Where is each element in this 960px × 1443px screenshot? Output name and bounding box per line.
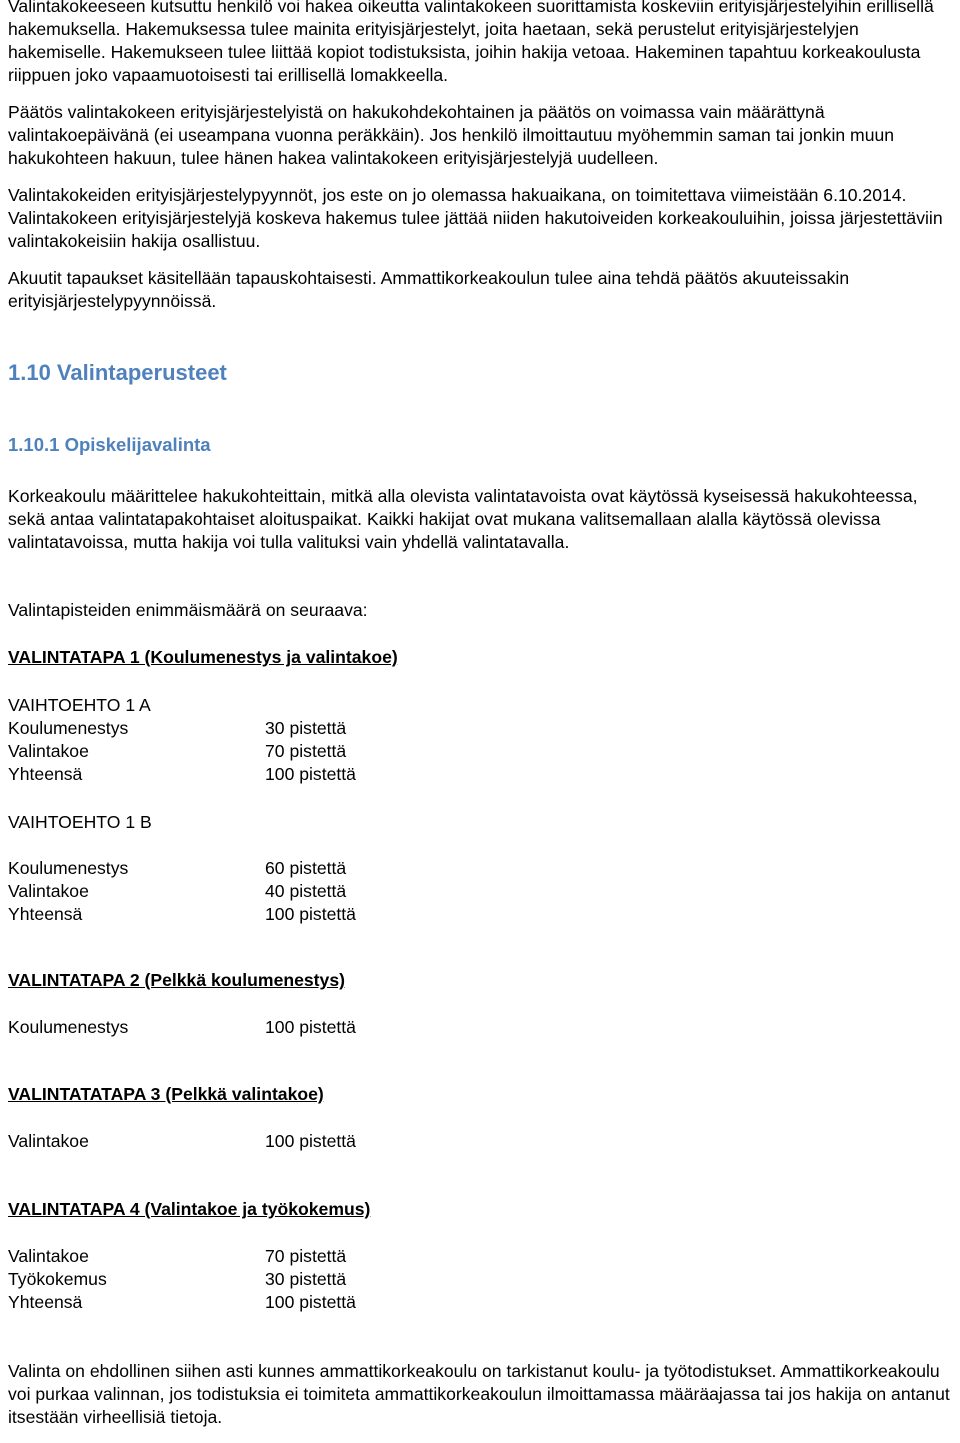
- points-value: 100 pistettä: [265, 1017, 356, 1037]
- points-label: Yhteensä: [8, 764, 83, 784]
- max-points-line: Valintapisteiden enimmäismäärä on seuraava:: [8, 600, 368, 620]
- points-row: [8, 763, 952, 786]
- option-1b-points: [8, 857, 952, 926]
- points-label: Työkokemus: [8, 1269, 107, 1289]
- points-row: [8, 1130, 952, 1153]
- points-label: Yhteensä: [8, 904, 83, 924]
- points-label: Valintakoe: [8, 881, 89, 901]
- points-row: [8, 1016, 952, 1039]
- method-3-title: VALINTATATAPA 3 (Pelkkä valintakoe): [8, 1084, 324, 1104]
- points-value: 100 pistettä: [265, 1131, 356, 1151]
- points-value: 30 pistettä: [265, 1269, 347, 1289]
- points-row: [8, 1268, 952, 1291]
- points-value: 40 pistettä: [265, 881, 347, 901]
- points-row: [8, 740, 952, 763]
- method-3-points: [8, 1130, 952, 1153]
- points-label: Koulumenestys: [8, 718, 129, 738]
- method-4-points: [8, 1245, 952, 1314]
- points-row: [8, 717, 952, 740]
- points-value: 100 pistettä: [265, 904, 356, 924]
- section-heading: 1.10 Valintaperusteet: [8, 360, 227, 385]
- points-label: Valintakoe: [8, 1131, 89, 1151]
- method-2-title: VALINTATAPA 2 (Pelkkä koulumenestys): [8, 970, 345, 990]
- acute-cases-paragraph: Akuutit tapaukset käsitellään tapauskohtaisesti. Ammattikorkeakoulun tulee aina tehdä päätös akuuteissakin erityisjärjestelypyynnöissä.: [8, 268, 850, 311]
- points-label: Valintakoe: [8, 741, 89, 761]
- points-row: [8, 880, 952, 903]
- points-label: Valintakoe: [8, 1246, 89, 1266]
- subsection-heading: 1.10.1 Opiskelijavalinta: [8, 434, 211, 455]
- method-2-points: [8, 1016, 952, 1039]
- points-value: 70 pistettä: [265, 1246, 347, 1266]
- document-page: [8, 0, 952, 1429]
- points-value: 70 pistettä: [265, 741, 347, 761]
- points-label: Koulumenestys: [8, 1017, 129, 1037]
- option-1b-title: VAIHTOEHTO 1 B: [8, 812, 152, 832]
- option-1a-title: VAIHTOEHTO 1 A: [8, 695, 151, 715]
- points-value: 100 pistettä: [265, 1292, 356, 1312]
- method-4-title: VALINTATAPA 4 (Valintakoe ja työkokemus): [8, 1199, 371, 1219]
- points-row: [8, 1291, 952, 1314]
- points-label: Yhteensä: [8, 1292, 83, 1312]
- points-label: Koulumenestys: [8, 858, 129, 878]
- decision-paragraph: Päätös valintakokeen erityisjärjestelyistä on hakukohdekohtainen ja päätös on voimassa vain määrättynä valintakoepäivänä (ei useampana vuonna peräkkäin). Jos henkilö ilmoittautuu myöhemmin saman tai jonkin muun hakukohteen hakuun, tulee hänen hakea valintakokeen erityisjärjestelyjä uudelleen.: [8, 102, 895, 168]
- points-row: [8, 857, 952, 880]
- points-row: [8, 1245, 952, 1268]
- method-1-title: VALINTATAPA 1 (Koulumenestys ja valintakoe): [8, 647, 398, 667]
- intro-paragraph: Valintakokeeseen kutsuttu henkilö voi hakea oikeutta valintakokeen suorittamista koskeviin erityisjärjestelyihin erillisellä hakemuksella. Hakemuksessa tulee mainita erityisjärjestelyt, joita haetaan, sekä perustelut erityisjärjestelyjen hakemiselle. Hakemukseen tulee liittää kopiot todistuksista, joihin hakija vetoaa. Hakeminen tapahtuu korkeakoulusta riippuen joko vapaamuotoisesti tai erillisellä lomakkeella.: [8, 0, 934, 85]
- option-1a-points: [8, 717, 952, 786]
- criteria-paragraph: Korkeakoulu määrittelee hakukohteittain, mitkä alla olevista valintatavoista ovat käytössä kyseisessä hakukohteessa, sekä antaa valintatapakohtaiset aloituspaikat. Kaikki hakijat ovat mukana valitsemallaan alalla käytössä olevissa valintatavoissa, mutta hakija voi tulla valituksi vain yhdellä valintatavalla.: [8, 486, 918, 552]
- points-row: [8, 903, 952, 926]
- points-value: 60 pistettä: [265, 858, 347, 878]
- final-paragraph: Valinta on ehdollinen siihen asti kunnes ammattikorkeakoulu on tarkistanut koulu- ja työtodistukset. Ammattikorkeakoulu voi purkaa valinnan, jos todistuksia ei toimiteta ammattikorkeakoulun ilmoittamassa määräajassa tai jos hakija on antanut itsestään virheellisiä tietoja.: [8, 1361, 950, 1427]
- points-value: 30 pistettä: [265, 718, 347, 738]
- points-value: 100 pistettä: [265, 764, 356, 784]
- deadline-paragraph: Valintakokeiden erityisjärjestelypyynnöt, jos este on jo olemassa hakuaikana, on toimitettava viimeistään 6.10.2014. Valintakokeen erityisjärjestelyjä koskeva hakemus tulee jättää niiden hakutoiveiden korkeakouluihin, joissa järjestettäviin valintakokeisiin hakija osallistuu.: [8, 185, 943, 251]
